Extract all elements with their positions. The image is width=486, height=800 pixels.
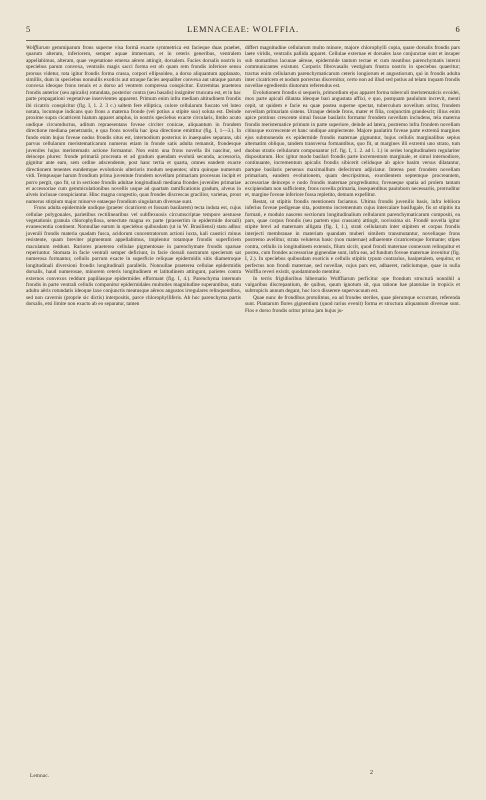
paragraph-text: Quae nunc de frondibus protulimus, ea ad frondes steriles, quae plerumque occurrunt, referenda sunt. Plantarum flores gignentium (quod rarius evenit) forma et structura aliquantum diversae sunt. Flos e dorso frondis oritur prima jam hujus ju- <box>245 294 460 314</box>
running-header <box>26 24 460 40</box>
paragraph <box>245 45 460 90</box>
right-column <box>245 45 460 314</box>
paragraph <box>245 199 460 276</box>
footer-left-label: Lemnac. <box>30 774 50 779</box>
header-rule <box>26 40 460 41</box>
paragraph <box>245 276 460 295</box>
signature-mark: 2 <box>370 770 373 776</box>
italic-lead: Wolffiarum <box>26 45 50 51</box>
paragraph-text: Evolutionem frondis si sequeris, primordium ejus apparet forma tuberculi meristematicis ovoidei, mox parte apicali dilatata ideoque basi angustata affixi, e quo, postquam paululum increvit, menti cepit, ut quidem e facie ea quae postea superne spectat, tuberculum novellum oritur, frondem novellam primariam sistens. Utraque deinde frons, mater et filia, conjunctim grandescit; illius enim apice protinus crescente simul fossae basilaris formatur frondem novellam includens, tela materna frondis meristematice primum in parte superiore, deinde ad latera, postremo infra frondem novellam citiusque excrescente et hanc undique amplectente. Majore paulatim foveae parte extremā margines ejus submonendo ex epidermide frondis maternae gignuntur, hujus cellulis marginalibus sepius alternatim obliquo, tandem transversa formantibus, quo fit, ut margines illi extremi uno strato, tum duobus stratis cellularum componantur (cf. fig. I, 1. 2. ad l. 1.) in series longitudinalem regulariter dispositarum. Hoc igitur modo basilari frondis parte incrementum marginale, et simul internodiore, continuante, incrementum apicalis frondis sibicerit celiduque ab apice basim versus dilatantur, partque basilaris persenus maximaillum defecitrum adjiciatur. Interea post frondem novellam primariam, eandem evolutionem, quam descripsimus, exordientem septemque procreantem, accessoriae deinceps e nodo frondis maternae progrediuntur, foveaeque spatia ad prolem tantam excipiendam non sufficiente, frons novella primaria, insequentibus pauloborn necessariis, protruditur et, margine foveae inferiore fossa repletito, demum expellitur. <box>245 89 460 199</box>
left-column <box>26 45 241 314</box>
paragraph-text: Frons adulta epidermide undique (praeter cicatricem et fossam basilarem) tecta induta est, cujus cellulae polygonales, parietibus rectilinearibus vel subflexuosis circumscriptae tempore aestuose vegetationis granula chlorophyllosa, senectute magna ex parte (praesertim in epidermide dorsali) evanescentia continent. Nonnullae earum in speciebus quibusdam (ut in W. Brasiliensi) statu adhuc juvenili frondis materia quadam fusca, acidorum concentratorum actioni iuxta, kali caustici minus resistente, quam breviter pigmentum appellabimus, implentur totamque frondis superficiem maculatum reddunt. Rariores praeterea cellulae pigmentosae in parenchymate frondis sparsae reperiuntur. Stomata in facie ventrali semper deficiunt, in facie dorsali nostrarum specierum sat numerosa formantur, cellulis porrum exacte in superficie reliquae epidermidis sitis diametroque longitudinali diversioni frondis longitudinali parallelis. Nonnullae praeterea cellulae epidermidis dorsalis, haud numerosae, minorem ceteris longitudinem et latitudinem attingunt, parietes contra externos convexos reddunt papillasque epidermides efformant (fig. I, 4.). Parenchyma internum frondis in parte ventrali cellulis componitur epidermidales multoties magnitudine superantibus, statu adulto aëris rotundatis ideoque laxe conjunctis meatusque aëreos angustos irregulares relinquentibus, sed non cavernis (proprie sic dictis) interpositis, parce chlorophylliferis. Ab hoc parenchyma partis dorsalis, etsi limite non exacto ab eo separatur, tamen <box>26 205 241 308</box>
paragraph <box>245 295 460 314</box>
paragraph <box>245 90 460 199</box>
paragraph-text: In terris frigidioribus hibernatio Wolffiarum perficitur ope frondum structurā nonnihil a vulgaribus discrepantium, de quibus, quum ignotum sit, qua ratione hae plantulae in tropicis et subtropicis annum degant, hoc loco disserere supervacuum est. <box>245 275 460 295</box>
paragraph <box>26 205 241 308</box>
paragraph-text: gemmiparum frons superne visa formā exacte symmetrica est facieque duas praebet, quarum alteram, inferiorem, semper aquae immersam, et in ceteris generibus, ventralem appellabimus, alteram, quae vegetatione emersa aërem attingit, dorsalem. Facies dorsalis nostris in speciebus parum convexa, ventralis magis sacci forma est ob quam rem frondis inferiore sensu prorsus videtur, tota igitur frondis forma crassa, corpori ellipsoideo, a dorso aliquantum applanato, simillis, dum in speciebus nonnullis exoticis aut utraque facies aequaliter convexa aut utraque parum convexa ideoque frons tenuis et a dorso ad ventrem compressa conspicitur. Extremitas praeterea frondis anterior (seu apicalis) rotundata, posterior contra (seu basalis) insigniter truncata est, et in hac parte propagationi vegetativae inservientes apparent. Primum enim infra mediam altitudinem frondis ibi cicatrix conspicitur (fig. I, 1. 2. 3 c.) saltem fere elliptica, colore cellularum fuscato vel luteo notata, locumque indicans quo frons a materna fronde (vel potius a stipite suo) soluta est. Deinde proxime supra cicatricem hiatum apparet amplus, in nostris speciebus exacte circularis, limbo acuto undique circumductus, aditum repraesentans foveae circiter conicae, aliquantum in frondem directione mediana penetrantis, e qua frons novella hac ipsa directione emittitur (fig. I, 1—3.). In fundo enim hujus foveae nodus frondis situs est, internodium posterius in inaequales separans, ubi parvus cellularum meristematicarum numerus etiam in fronde satis adulta remansit, frondesque juveniles hujus meristematis actione formantur. Non enim una frons novella ibi nascitur, sed deinceps plures: fronde primariā procreata et ad gradum quendam evolutā secunda, accessoria, gignitur ante eam, sem ordine adscendente, post hanc tertia et quarta, omnes eandem exacte directionem tenentes eundemque evolutionis ulterioris modum sequentes; ultra quinque numerum vidi. Tempusque harum frondium prima juventute frondem novellam primariam processus incipit et porro pergit, quo fit, ut in sectione frondis adultae longitudinali mediana frondes juveniles primariae et accessoriae cum gemmiculationibus novellis usque ad quartam ramificationis gradum, alveus in alveis inclusae conspiciantur. Hinc magna congestio, quas frondes discrescas gracilior, varietas, prout numerus stirpium major minorve eataeque frondium singularum diversae sunt. <box>26 45 241 205</box>
page-number-left: 5 <box>26 24 31 34</box>
paragraph <box>26 45 241 205</box>
two-column-body <box>22 45 464 314</box>
paragraph-text: Restat, ut stipitis frondis mentionem faciamus. Ultima frondis juvenilis basis, infra lebliora inferius foveae pedigenae sita, postremo incrementum cujus intercalare basifugale, fis ut stipitis ita formati, e modulo nascens sectiorum longitudinalium cellularum parenchymaticarum compositi, ea pars, quae corpus frondis (seu partem ejus crassam) attingit, novissima sit. Frondē novella igitur stipite brevi ad maternam alligata (fig. I, 1.), strati cellularum inter stipitem et corpus frondis interjecti membranae in materiam quandam muberi similem transmutantur, novellaque frons postremo avellitur, strata veluterus basic (non maternae) adhaerente cicatricemque formante; stipes contra, cellulis in longitudinem extensis, filum siccit, quod frondi maternae connexum relinquitur et postea, cum frondes accessoriae gignendae sunt, infra eas, ad fundum foveae maternae invenitur (fig. I, 2.). In speciebus quibusdam exoticis e cellulis stipitis typum contrarius, basipetalem, sequitur, et perfectus non frondi maternae, sed novellae, cujus pars est, adhaeret, radiciumque, quae in nulla Wolffia reveri existit, quodammodo mentitur. <box>245 198 460 276</box>
page-number-right: 6 <box>455 24 460 34</box>
paragraph-text: differt magnitudine cellularum multo minore, majore chlorophylli copia, quare dorsalis frondis pars laete viridis, ventralis pallida apparet. Cellulae externae et dorsales laxe conjunctae sunt et insuper sub stomatibus lacunae aëreae, epidermide tantum tectae et cum meatibus parenchymatis interni communicantes existunt. Corporis fibrovasalis vestigium frustra nostris in speciebus quaeritur; tractus enim cellularum parenchymaticarum ceteris longiorum et angustiorum, qui in frondis adulta inter cicatricem et nodum porrectus discernitur, certo non ad illud sed potius ad telam inquam frondis novellae egredientis diutorum referendus est. <box>245 45 460 90</box>
running-title: LEMNACEAE: WOLFFIA. <box>187 24 299 34</box>
